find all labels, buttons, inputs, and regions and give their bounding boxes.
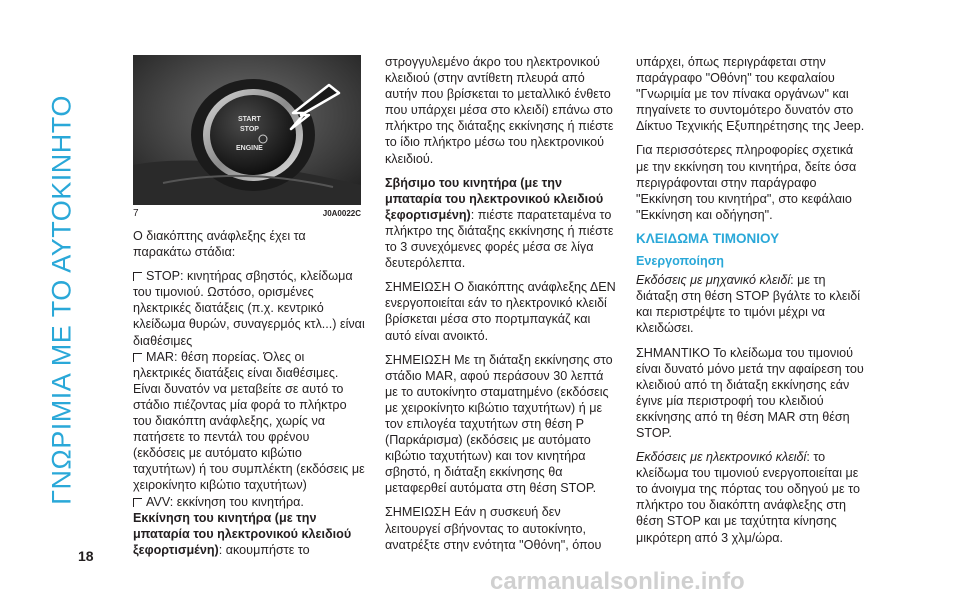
bullet-icon <box>133 498 142 507</box>
page-number: 18 <box>78 548 94 564</box>
note-device: ΣΗΜΕΙΩΣΗ Εάν η συσκευή δεν λειτουργεί σβήνοντας το αυτοκίνητο, ανατρέξτε στην ενότητα "Οθόνη", όπου <box>385 505 602 552</box>
continuation-paragraph: στρογγυλεμένο άκρο του ηλεκτρονικού κλειδιού (στην αντίθετη πλευρά από αυτήν που βρίσκεται το μεταλλικό ένθετο που υπάρχει μέσα στο κλειδί) επάνω στο πλήκτρο της διάταξης εκκίνησης ή πιέστε το ίδιο πλήκτρο μέσω του ηλεκτρονικού κλειδιού. <box>385 55 614 166</box>
chapter-title: ΓΝΩΡΙΜΙΑ ΜΕ ΤΟ ΑΥΤΟΚΙΝΗΤΟ <box>46 95 77 505</box>
figure-code: J0A0022C <box>322 209 361 218</box>
continuation-paragraph: υπάρχει, όπως περιγράφεται στην παράγραφο "Οθόνη" του κεφαλαίου "Γνωριμία με τον πίνακα οργάνων" και πηγαίνετε το συντομότερο δυνατόν στο Δίκτυο Τεχνικής Εξυπηρέτησης της Jeep. <box>636 55 865 134</box>
subsection-heading: Ενεργοποίηση <box>636 254 725 269</box>
important-paragraph: ΣΗΜΑΝΤΙΚΟ Το κλείδωμα του τιμονιού είναι δυνατό μόνο μετά την αφαίρεση του κλειδιού από τη διάταξη εκκίνησης εάν έγινε μία περιστροφή του κλειδιού εκκίνησης από τη θέση MAR στη θέση STOP. <box>636 345 864 440</box>
start-stop-button-illustration <box>133 55 361 205</box>
note-trunk: ΣΗΜΕΙΩΣΗ Ο διακόπτης ανάφλεξης ΔΕΝ ενεργοποιείται εάν το ηλεκτρονικό κλειδί βρίσκεται μέσα στο πορτμπαγκάζ και αυτό είναι ανοικτό. <box>385 280 616 343</box>
button-text-stop: STOP <box>240 126 259 133</box>
stop-item: STOP: κινητήρας σβηστός, κλείδωμα του τιμονιού. Ωστόσο, ορισμένες ηλεκτρικές διατάξεις (π.χ. κεντρικό κλείδωμα θυρών, συναγερμός κτλ...) είναι διαθέσιμες <box>133 269 365 348</box>
ignition-figure <box>133 55 361 205</box>
intro-paragraph: Ο διακόπτης ανάφλεξης έχει τα παρακάτω στάδια: <box>133 229 306 260</box>
column-1 <box>133 228 365 558</box>
button-text-start: START <box>238 116 261 123</box>
more-info-paragraph: Για περισσότερες πληροφορίες σχετικά με την εκκίνηση του κινητήρα, δείτε όσα περιγράφονται στην παράγραφο "Εκκίνηση του κινητήρα", στο κεφάλαιο "Εκκίνηση και οδήγηση". <box>636 143 857 222</box>
start-engine-paragraph: Εκκίνηση του κινητήρα (με την μπαταρία του ηλεκτρονικού κλειδιού ξεφορτισμένη): ακουμπήστε το <box>133 510 352 557</box>
column-3 <box>636 54 868 554</box>
figure-number: 7 <box>133 208 139 219</box>
mechanical-key-paragraph: Εκδόσεις με μηχανικό κλειδί: με τη διάταξη στη θέση STOP βγάλτε το κλειδί και περιστρέψτε το τιμόνι μέχρι να κλειδώσει. <box>636 273 861 336</box>
shutdown-paragraph: Σβήσιμο του κινητήρα (με την μπαταρία του ηλεκτρονικού κλειδιού ξεφορτισμένη): πιέστε παρατεταμένα το πλήκτρο της διάταξης εκκίνησης ή πιέστε το 3 συνεχόμενες φορές μέσα σε λίγα δευτερόλεπτα. <box>385 175 614 271</box>
electronic-key-paragraph: Εκδόσεις με ηλεκτρονικό κλειδί: το κλείδωμα του τιμονιού ενεργοποιείται με το άνοιγμα της πόρτας του οδηγού με το πλήκτρο του διακόπτη ανάφλεξης στη θέση STOP και με ταχύτητα κίνησης μικρότερη από 3 χλμ/ώρα. <box>636 450 860 545</box>
mar-item: MAR: θέση πορείας. Όλες οι ηλεκτρικές διατάξεις είναι διαθέσιμες. Είναι δυνατόν να μεταβείτε σε αυτό το στάδιο πιέζοντας μία φορά το πλήκτρο του διακόπτη ανάφλεξης, χωρίς να πατήσετε το πεντάλ του φρένου (εκδόσεις με αυτόματο κιβώτιο ταχυτήτων) ή του συμπλέκτη (εκδόσεις με χειροκίνητο κιβώτιο ταχυτήτων) <box>133 349 365 493</box>
column-2 <box>385 54 617 561</box>
section-heading: ΚΛΕΙΔΩΜΑ ΤΙΜΟΝΙΟΥ <box>636 230 780 246</box>
watermark: carmanualsonline.info <box>490 568 745 595</box>
bullet-icon <box>133 353 142 362</box>
note-mar-timeout: ΣΗΜΕΙΩΣΗ Με τη διάταξη εκκίνησης στο στάδιο MAR, αφού περάσουν 30 λεπτά με το αυτοκίνητο σταματημένο (εκδόσεις με χειροκίνητο κιβώτιο ταχυτήτων) ή με τον επιλογέα ταχυτήτων στη θέση P (Παρκάρισμα) (εκδόσεις με αυτόματο κιβώτιο ταχυτήτων) και τον κινητήρα σβηστό, η διάταξη εκκίνησης θα μεταφερθεί αυτόματα στη θέση STOP. <box>385 352 613 496</box>
button-text-engine: ENGINE <box>236 145 263 152</box>
avv-item: AVV: εκκίνηση του κινητήρα. <box>133 494 365 510</box>
bullet-icon <box>133 272 142 281</box>
